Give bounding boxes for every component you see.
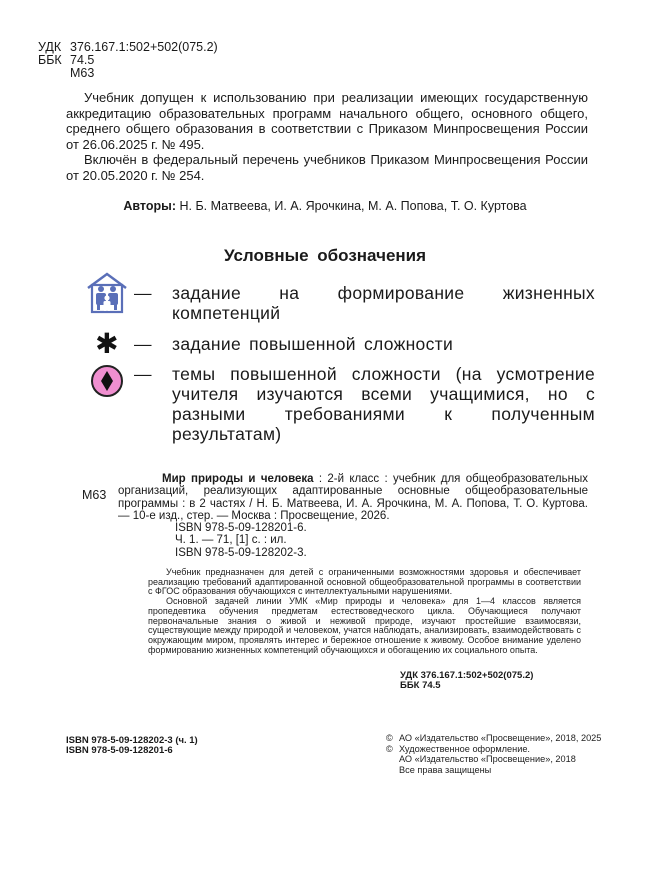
udc-bottom: УДК 376.167.1:502+502(075.2) [400, 670, 534, 681]
legend-text: темы повышенной сложности (на усмотрение учителя изучаются всеми учащимися, но с разными требованиями к полученным результатам) [172, 364, 595, 444]
authors-line [0, 199, 650, 213]
author-mark: М63 [70, 66, 95, 80]
legend-text: задание повышенной сложности [172, 334, 454, 354]
legend-title: Условные обозначения [223, 246, 427, 265]
copyright-line [386, 765, 601, 776]
rights-reserved: Все права защищены [399, 764, 492, 775]
legend-dash: — [134, 364, 152, 384]
copyright-icon: © [386, 733, 393, 743]
bibliography-side-mark: М63 [82, 488, 107, 502]
classification-codes [38, 41, 218, 80]
isbn-line: ISBN 978-5-09-128202-3. [175, 546, 307, 559]
pages-line: Ч. 1. — 71, [1] с. : ил. [175, 534, 287, 547]
isbn-block [66, 736, 198, 756]
legend-text: задание на формирование жизненных компетенций [172, 283, 595, 323]
udc-value: 376.167.1:502+502(075.2) [70, 40, 218, 54]
approval-paragraph: Учебник допущен к использованию при реализации имеющих государственную аккредитацию образовательных программ начального общего, основного общего, среднего общего образования в соответствии с Приказом Минпросвещения России от 26.06.2025 г. № 495. [66, 90, 588, 152]
annotation-paragraph: Учебник предназначен для детей с ограниченными возможностями здоровья и обеспечивает реализацию требований адаптированной основной общеобразовательной программы в соответствии с ФГОС образования обучающихся с интеллектуальными нарушениями. [148, 567, 581, 597]
copyright-line [386, 733, 601, 744]
pink-diamond-circle-icon [80, 364, 134, 398]
copyright-text: Художественное оформление. [399, 743, 530, 754]
authors-names: Н. Б. Матвеева, И. А. Ярочкина, М. А. Попова, Т. О. Куртова [179, 199, 527, 213]
bbk-bottom: ББК 74.5 [400, 680, 441, 691]
copyright-line [386, 754, 601, 765]
copyright-icon: © [386, 743, 393, 754]
bibliographic-record [118, 473, 588, 559]
legend-dash: — [134, 334, 152, 354]
copyright-text: АО «Издательство «Просвещение», 2018, 2025 [399, 733, 602, 743]
bbk-value: 74.5 [70, 53, 95, 67]
legend-item-advanced-topic [80, 364, 595, 444]
author-mark-row [38, 67, 218, 80]
isbn-line: ISBN 978-5-09-128201-6. [175, 522, 307, 535]
annotation-paragraph: Основной задачей линии УМК «Мир природы и человека» для 1—4 классов является пропедевтика обучения предметам естествоведческого цикла. Обучающиеся получают первоначальные знания о живой и неживой природе, изучают простейшие взаимосвязи, существующие между природой и человеком, учатся наблюдать, анализировать, взаимодействовать с окружающим миром, проявлять интерес и бережное отношение к живому. Особое внимание уделено формированию жизненных компетенций обучающихся и обогащению их социального опыта. [148, 596, 581, 655]
isbn-set: ISBN 978-5-09-128201-6 [66, 745, 173, 756]
legend-item-advanced-task [80, 328, 595, 359]
asterisk-icon: ✱ [95, 328, 119, 359]
bibliography-description [118, 473, 588, 522]
annotation [148, 568, 581, 655]
book-title: Мир природы и человека [162, 473, 314, 485]
copyright-block [386, 733, 601, 775]
approval-notice [66, 90, 588, 183]
udc-row [38, 41, 218, 54]
copyright-line [386, 744, 601, 755]
bbk-label: ББК [38, 53, 62, 67]
udc-label: УДК [38, 40, 62, 54]
legend-dash: — [134, 283, 152, 303]
isbn-part: ISBN 978-5-09-128202-3 (ч. 1) [66, 735, 198, 746]
classification-codes-bottom [400, 671, 533, 691]
authors-label: Авторы: [123, 199, 176, 213]
family-house-icon [80, 271, 134, 315]
legend-item-life-skills [80, 283, 595, 323]
book-description: : 2-й класс : учебник для общеобразовательных организаций, реализующих адаптированные основные общеобразовательные программы : в 2 частях / Н. Б. Матвеева, И. А. Ярочкина, М. А. Попова, Т. О. Куртова. — 10-е изд., стер. — Москва : Просвещение, 2026. [118, 473, 588, 522]
bbk-row [38, 54, 218, 67]
federal-list-paragraph: Включён в федеральный перечень учебников Приказом Минпросвещения России от 20.05.2020 г. № 254. [66, 152, 588, 183]
copyright-text: АО «Издательство «Просвещение», 2018 [399, 754, 576, 764]
